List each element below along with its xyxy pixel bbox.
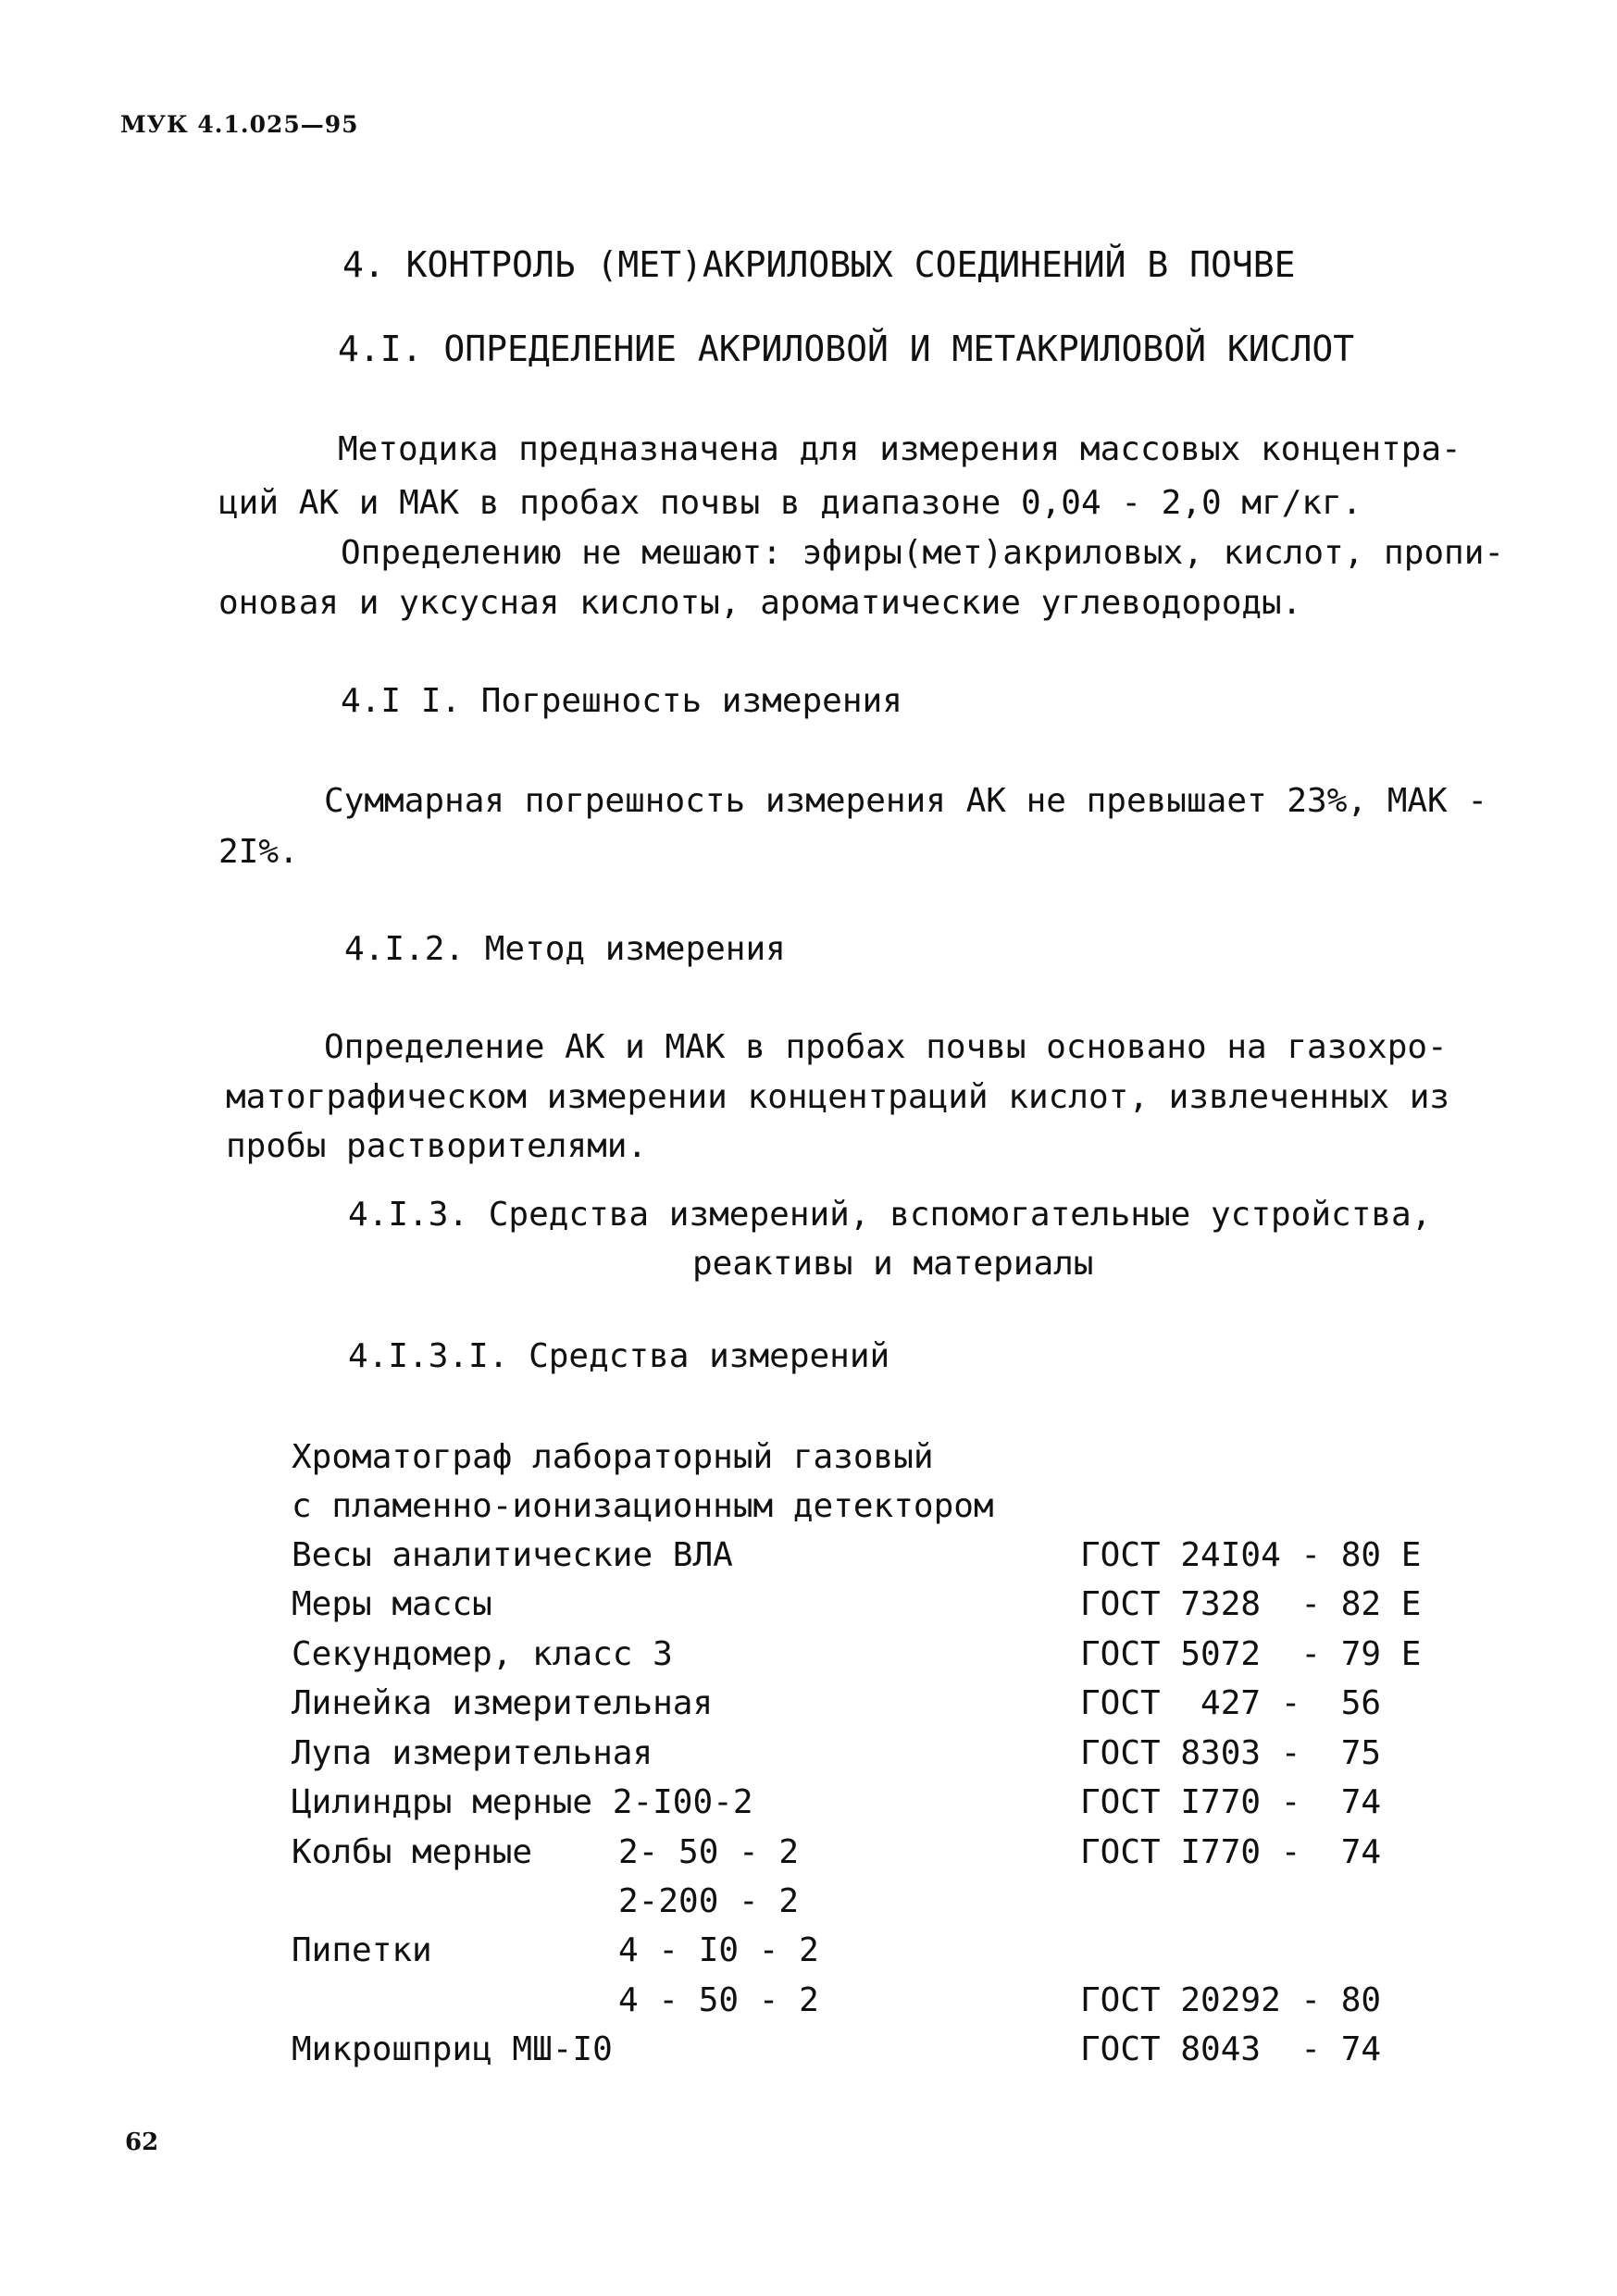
subsection-4-1-2-line-1: Определение АК и МАК в пробах почвы основано на газохро- <box>324 1028 1448 1066</box>
document-code: МУК 4.1.025—95 <box>120 111 359 138</box>
equipment-name: Пипетки <box>292 1931 432 1969</box>
equipment-standard: ГОСТ 7328 - 82 Е <box>1080 1585 1422 1623</box>
subsection-4-1-2-line-3: пробы растворителями. <box>226 1127 648 1165</box>
equipment-name: с пламенно-ионизационным детектором <box>292 1487 994 1525</box>
equipment-name: Лупа измерительная <box>292 1734 653 1772</box>
equipment-standard: ГОСТ 20292 - 80 <box>1080 1981 1382 2019</box>
subsection-4-1-3-heading-line-2: реактивы и материалы <box>692 1245 1094 1283</box>
equipment-name: Линейка измерительная <box>292 1684 714 1722</box>
section-subtitle: 4.I. ОПРЕДЕЛЕНИЕ АКРИЛОВОЙ И МЕТАКРИЛОВОЙ КИСЛОТ <box>338 329 1355 369</box>
subsection-4-1-2-line-2: матографическом измерении концентраций кислот, извлеченных из <box>226 1078 1450 1116</box>
intro-paragraph-2-line-1: Определению не мешают: эфиры(мет)акриловых, кислот, пропи- <box>341 534 1505 572</box>
intro-paragraph-2-line-2: оновая и уксусная кислоты, ароматические углеводороды. <box>218 584 1302 622</box>
equipment-name: Цилиндры мерные 2-I00-2 <box>292 1783 753 1821</box>
intro-paragraph-1-line-2: ций АК и МАК в пробах почвы в диапазоне 0,04 - 2,0 мг/кг. <box>218 484 1362 522</box>
page-number: 62 <box>125 2128 159 2156</box>
equipment-name: Микрошприц МШ-I0 <box>292 2030 613 2068</box>
equipment-standard: ГОСТ I770 - 74 <box>1080 1783 1382 1821</box>
subsection-4-1-3-heading-line-1: 4.I.3. Средства измерений, вспомогательные устройства, <box>348 1196 1432 1234</box>
equipment-name: Весы аналитические ВЛА <box>292 1536 733 1574</box>
equipment-spec: 2-200 - 2 <box>618 1882 800 1920</box>
equipment-standard: ГОСТ 8043 - 74 <box>1080 2030 1382 2068</box>
equipment-standard: ГОСТ 427 - 56 <box>1080 1684 1382 1722</box>
equipment-standard: ГОСТ I770 - 74 <box>1080 1833 1382 1871</box>
section-title: 4. КОНТРОЛЬ (МЕТ)АКРИЛОВЫХ СОЕДИНЕНИЙ В ПОЧВЕ <box>342 244 1296 285</box>
intro-paragraph-1-line-1: Методика предназначена для измерения массовых концентра- <box>338 430 1462 468</box>
equipment-spec: 2- 50 - 2 <box>618 1833 800 1871</box>
equipment-spec: 4 - 50 - 2 <box>618 1981 819 2019</box>
equipment-standard: ГОСТ 8303 - 75 <box>1080 1734 1382 1772</box>
subsection-4-1-1-line-1: Суммарная погрешность измерения АК не превышает 23%, МАК - <box>324 782 1488 820</box>
equipment-name: Хроматограф лабораторный газовый <box>292 1438 934 1476</box>
subsection-4-1-3-1-heading: 4.I.3.I. Средства измерений <box>348 1337 890 1375</box>
equipment-spec: 4 - I0 - 2 <box>618 1931 819 1969</box>
subsection-4-1-1-heading: 4.I I. Погрешность измерения <box>341 682 902 720</box>
equipment-standard: ГОСТ 5072 - 79 Е <box>1080 1635 1422 1673</box>
equipment-name: Меры массы <box>292 1585 492 1623</box>
subsection-4-1-1-line-2: 2I%. <box>218 833 299 871</box>
equipment-name: Колбы мерные <box>292 1833 533 1871</box>
subsection-4-1-2-heading: 4.I.2. Метод измерения <box>344 930 786 968</box>
equipment-standard: ГОСТ 24I04 - 80 Е <box>1080 1536 1422 1574</box>
equipment-name: Секундомер, класс 3 <box>292 1635 673 1673</box>
